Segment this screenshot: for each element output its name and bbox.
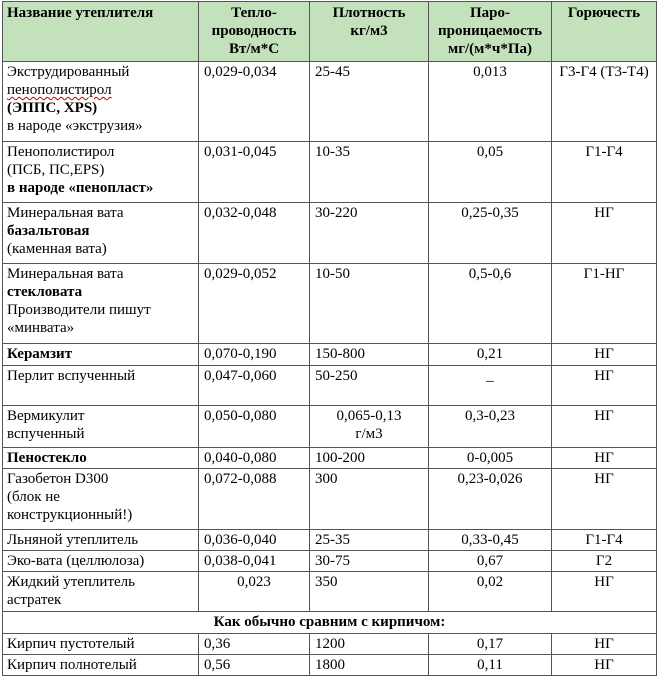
density-cell: 1200 <box>310 634 429 655</box>
table-row <box>3 572 657 612</box>
table-row <box>3 203 657 264</box>
material-name-cell: Вермикулит вспученный <box>3 406 199 448</box>
permeability-cell: 0,5-0,6 <box>429 264 552 344</box>
table-row <box>3 406 657 448</box>
permeability-cell: 0,02 <box>429 572 552 612</box>
flammability-cell: НГ <box>552 572 657 612</box>
conductivity-cell: 0,36 <box>199 634 310 655</box>
insulation-comparison-table <box>2 1 657 676</box>
conductivity-cell: 0,040-0,080 <box>199 448 310 469</box>
density-cell: 150-800 <box>310 344 429 366</box>
flammability-cell: Г3-Г4 (Т3-Т4) <box>552 62 657 142</box>
conductivity-cell: 0,029-0,034 <box>199 62 310 142</box>
conductivity-cell: 0,070-0,190 <box>199 344 310 366</box>
permeability-cell: 0,17 <box>429 634 552 655</box>
material-name-cell: Кирпич пустотелый <box>3 634 199 655</box>
permeability-cell: _ <box>429 366 552 406</box>
density-cell: 10-50 <box>310 264 429 344</box>
header-material-name: Название утеплителя <box>3 2 199 62</box>
density-cell: 25-45 <box>310 62 429 142</box>
comparison-header: Как обычно сравним с кирпичом: <box>3 612 657 634</box>
table-row <box>3 344 657 366</box>
density-cell: 25-35 <box>310 530 429 551</box>
permeability-cell: 0,33-0,45 <box>429 530 552 551</box>
conductivity-cell: 0,072-0,088 <box>199 469 310 530</box>
header-vapor-permeability: Паро- проницаемость мг/(м*ч*Па) <box>429 2 552 62</box>
density-cell: 350 <box>310 572 429 612</box>
material-name-cell: Льняной утеплитель <box>3 530 199 551</box>
flammability-cell: Г2 <box>552 551 657 572</box>
permeability-cell: 0,3-0,23 <box>429 406 552 448</box>
material-name-cell: Пеностекло <box>3 448 199 469</box>
material-name-cell: Перлит вспученный <box>3 366 199 406</box>
header-flammability: Горючесть <box>552 2 657 62</box>
permeability-cell: 0-0,005 <box>429 448 552 469</box>
table-row <box>3 634 657 655</box>
flammability-cell: НГ <box>552 406 657 448</box>
material-name-cell: Экструдированный пенополистирол (ЭППС, XPS) в народе «экструзия» <box>3 62 199 142</box>
conductivity-cell: 0,036-0,040 <box>199 530 310 551</box>
permeability-cell: 0,013 <box>429 62 552 142</box>
permeability-cell: 0,05 <box>429 142 552 203</box>
density-cell: 10-35 <box>310 142 429 203</box>
conductivity-cell: 0,050-0,080 <box>199 406 310 448</box>
header-thermal-conductivity: Тепло- проводность Вт/м*С <box>199 2 310 62</box>
flammability-cell: НГ <box>552 344 657 366</box>
table-header-row <box>3 2 657 62</box>
table-row <box>3 264 657 344</box>
material-name-cell: Керамзит <box>3 344 199 366</box>
material-name-cell: Минеральная вата стекловата Производители пишут «минвата» <box>3 264 199 344</box>
permeability-cell: 0,23-0,026 <box>429 469 552 530</box>
flammability-cell: НГ <box>552 366 657 406</box>
table-row <box>3 551 657 572</box>
permeability-cell: 0,25-0,35 <box>429 203 552 264</box>
material-name-cell: Эко-вата (целлюлоза) <box>3 551 199 572</box>
permeability-cell: 0,67 <box>429 551 552 572</box>
flammability-cell: НГ <box>552 448 657 469</box>
conductivity-cell: 0,029-0,052 <box>199 264 310 344</box>
table-row <box>3 448 657 469</box>
density-cell: 30-220 <box>310 203 429 264</box>
aerated-concrete-label: Газобетон D300 <box>7 471 109 487</box>
comparison-header-row <box>3 612 657 634</box>
flammability-cell: НГ <box>552 469 657 530</box>
flammability-cell: Г1-Г4 <box>552 142 657 203</box>
table-row <box>3 62 657 142</box>
material-name-cell: Газобетон D300 (блок не конструкционный!) <box>3 469 199 530</box>
density-cell: 300 <box>310 469 429 530</box>
header-density: Плотность кг/м3 <box>310 2 429 62</box>
conductivity-cell: 0,047-0,060 <box>199 366 310 406</box>
flammability-cell: НГ <box>552 203 657 264</box>
conductivity-cell: 0,023 <box>199 572 310 612</box>
density-cell: 50-250 <box>310 366 429 406</box>
density-cell: 0,065-0,13 г/м3 <box>310 406 429 448</box>
density-cell: 1800 <box>310 655 429 676</box>
table-row <box>3 142 657 203</box>
density-cell: 100-200 <box>310 448 429 469</box>
flammability-cell: НГ <box>552 634 657 655</box>
conductivity-cell: 0,032-0,048 <box>199 203 310 264</box>
conductivity-cell: 0,031-0,045 <box>199 142 310 203</box>
table-row <box>3 655 657 676</box>
table-row <box>3 469 657 530</box>
permeability-cell: 0,21 <box>429 344 552 366</box>
table-row <box>3 530 657 551</box>
material-name-cell: Пенополистирол (ПСБ, ПС,EPS) в народе «пенопласт» <box>3 142 199 203</box>
permeability-cell: 0,11 <box>429 655 552 676</box>
flammability-cell: НГ <box>552 655 657 676</box>
material-name-cell: Жидкий утеплитель астратек <box>3 572 199 612</box>
material-name-cell: Минеральная вата базальтовая (каменная вата) <box>3 203 199 264</box>
conductivity-cell: 0,038-0,041 <box>199 551 310 572</box>
table-row <box>3 366 657 406</box>
flammability-cell: Г1-НГ <box>552 264 657 344</box>
conductivity-cell: 0,56 <box>199 655 310 676</box>
flammability-cell: Г1-Г4 <box>552 530 657 551</box>
material-name-cell: Кирпич полнотелый <box>3 655 199 676</box>
density-cell: 30-75 <box>310 551 429 572</box>
